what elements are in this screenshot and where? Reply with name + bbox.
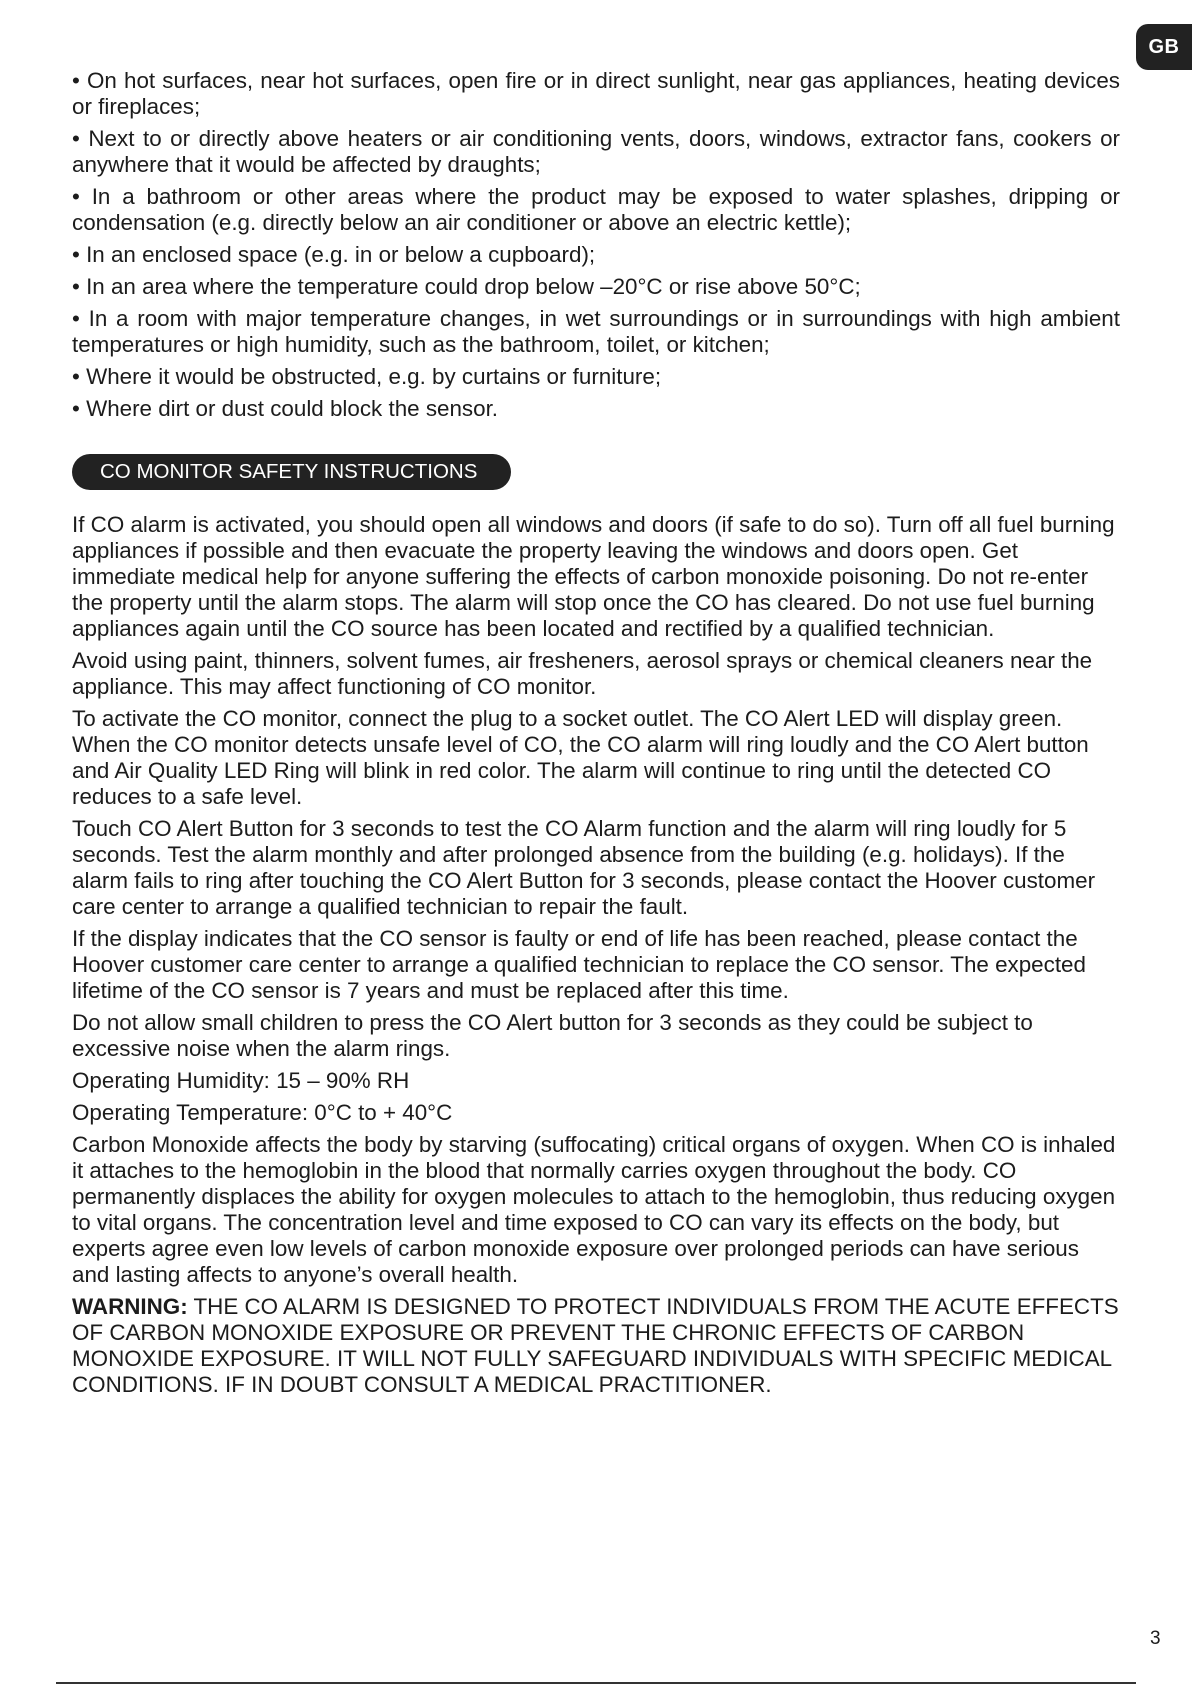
- list-item: • In an enclosed space (e.g. in or below a cupboard);: [72, 242, 1120, 268]
- list-item: • On hot surfaces, near hot surfaces, open fire or in direct sunlight, near gas appliances, heating devices or fireplaces;: [72, 68, 1120, 120]
- bottom-divider: [56, 1682, 1136, 1684]
- list-item: • Where it would be obstructed, e.g. by curtains or furniture;: [72, 364, 1120, 390]
- paragraph-alarm-activated: If CO alarm is activated, you should open all windows and doors (if safe to do so). Turn off all fuel burning appliances if possible and then evacuate the property leaving the windows and doors open. Get immediate medical help for anyone suffering the effects of carbon monoxide poisoning. Do not re-enter the property until the alarm stops. The alarm will stop once the CO has cleared. Do not use fuel burning appliances again until the CO source has been located and rectified by a qualified technician.: [72, 512, 1115, 641]
- paragraph-activation: To activate the CO monitor, connect the plug to a socket outlet. The CO Alert LED will display green. When the CO monitor detects unsafe level of CO, the CO alarm will ring loudly and the CO Alert button and Air Quality LED Ring will blink in red color. The alarm will continue to ring until the detected CO reduces to a safe level.: [72, 706, 1089, 809]
- warning-paragraph: [72, 1294, 1120, 1398]
- paragraph-sensor-lifetime: If the display indicates that the CO sensor is faulty or end of life has been reached, please contact the Hoover customer care center to arrange a qualified technician to replace the CO sensor. The expected lifetime of the CO sensor is 7 years and must be replaced after this time.: [72, 926, 1086, 1003]
- list-item: • In a room with major temperature changes, in wet surroundings or in surroundings with high ambient temperatures or high humidity, such as the bathroom, toilet, or kitchen;: [72, 306, 1120, 358]
- list-item: • Next to or directly above heaters or air conditioning vents, doors, windows, extractor fans, cookers or anywhere that it would be affected by draughts;: [72, 126, 1120, 178]
- page-number: 3: [1150, 1628, 1161, 1649]
- list-item: • In a bathroom or other areas where the product may be exposed to water splashes, dripping or condensation (e.g. directly below an air conditioner or above an electric kettle);: [72, 184, 1120, 236]
- section-heading: CO MONITOR SAFETY INSTRUCTIONS: [72, 454, 511, 490]
- placement-warnings-list: [72, 68, 1120, 422]
- page-content: [72, 68, 1120, 1404]
- list-item: • Where dirt or dust could block the sensor.: [72, 396, 1120, 422]
- paragraph-testing: Touch CO Alert Button for 3 seconds to test the CO Alarm function and the alarm will ring loudly for 5 seconds. Test the alarm monthly and after prolonged absence from the building (e.g. holidays). If the alarm fails to ring after touching the CO Alert Button for 3 seconds, please contact the Hoover customer care center to arrange a qualified technician to repair the fault.: [72, 816, 1096, 919]
- paragraph-children: Do not allow small children to press the CO Alert button for 3 seconds as they could be subject to excessive noise when the alarm rings.: [72, 1010, 1033, 1061]
- list-item: • In an area where the temperature could drop below –20°C or rise above 50°C;: [72, 274, 1120, 300]
- operating-temperature: Operating Temperature: 0°C to + 40°C: [72, 1100, 453, 1125]
- warning-label: WARNING:: [72, 1294, 188, 1319]
- warning-text: THE CO ALARM IS DESIGNED TO PROTECT INDIVIDUALS FROM THE ACUTE EFFECTS OF CARBON MONOXIDE EXPOSURE OR PREVENT THE CHRONIC EFFECTS OF CARBON MONOXIDE EXPOSURE. IT WILL NOT FULLY SAFEGUARD INDIVIDUALS WITH SPECIFIC MEDICAL CONDITIONS. IF IN DOUBT CONSULT A MEDICAL PRACTITIONER.: [72, 1294, 1119, 1397]
- language-tab: GB: [1136, 24, 1192, 70]
- operating-humidity: Operating Humidity: 15 – 90% RH: [72, 1068, 410, 1093]
- paragraph-avoid-chemicals: Avoid using paint, thinners, solvent fumes, air fresheners, aerosol sprays or chemical cleaners near the appliance. This may affect functioning of CO monitor.: [72, 648, 1093, 699]
- paragraph-co-effects: Carbon Monoxide affects the body by starving (suffocating) critical organs of oxygen. When CO is inhaled it attaches to the hemoglobin in the blood that normally carries oxygen throughout the body. CO permanently displaces the ability for oxygen molecules to attach to the hemoglobin, thus reducing oxygen to vital organs. The concentration level and time exposed to CO can vary its effects on the body, but experts agree even low levels of carbon monoxide exposure over prolonged periods can have serious and lasting affects to anyone’s overall health.: [72, 1132, 1116, 1287]
